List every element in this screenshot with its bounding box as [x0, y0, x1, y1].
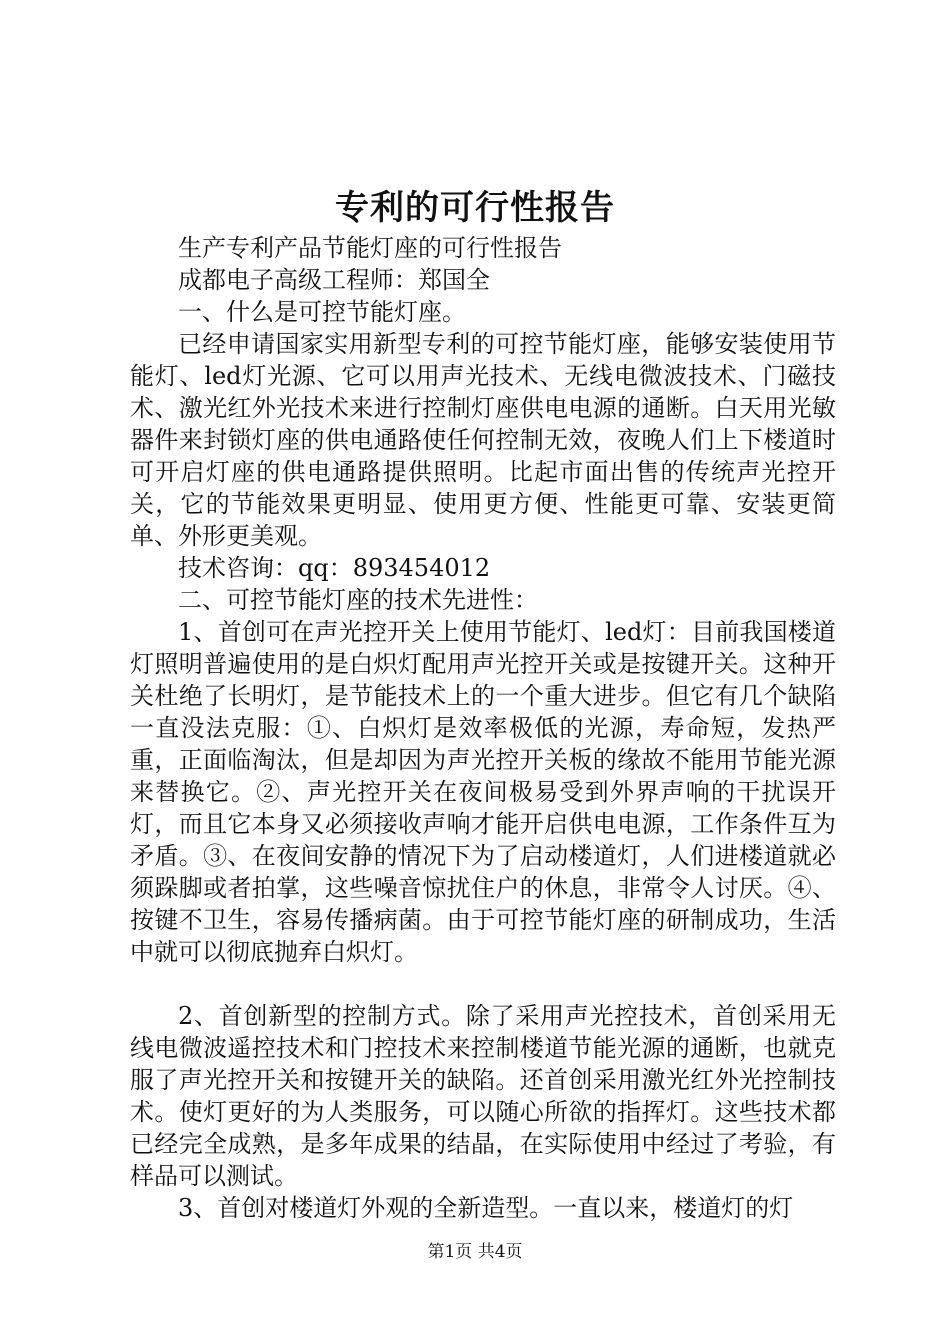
section-heading-1: 一、什么是可控节能灯座。: [178, 298, 466, 326]
page-number-footer: 第1页 共4页: [427, 1242, 523, 1262]
paragraph-intro: 已经申请国家实用新型专利的可控节能灯座，能够安装使用节能灯、led灯光源、它可以用声光技术、无线电微波技术、门磁技术、激光红外光技术来进行控制灯座供电电源的通断。白天用光敏器件来封锁灯座的供电通路使任何控制无效，夜晚人们上下楼道时可开启灯座的供电通路提供照明。比起市面出售的传统声光控开关，它的节能效果更明显、使用更方便、性能更可靠、安装更简单、外形更美观。: [130, 330, 836, 550]
document-title: 专利的可行性报告: [335, 188, 615, 228]
paragraph-point-2: 2、首创新型的控制方式。除了采用声光控技术，首创采用无线电微波遥控技术和门控技术来控制楼道节能光源的通断，也就克服了声光控开关和按键开关的缺陷。还首创采用激光红外光控制技术。使灯更好的为人类服务，可以随心所欲的指挥灯。这些技术都已经完全成熟，是多年成果的结晶，在实际使用中经过了考验，有样品可以测试。: [130, 1002, 836, 1190]
section-heading-2: 二、可控节能灯座的技术先进性：: [178, 586, 538, 614]
document-body: [130, 232, 836, 1224]
paragraph-contact: 技术咨询：qq：893454012: [178, 554, 491, 582]
paragraph-author: 成都电子高级工程师：郑国全: [178, 266, 490, 294]
paragraph-subtitle: 生产专利产品节能灯座的可行性报告: [178, 234, 562, 262]
paragraph-point-3: 3、首创对楼道灯外观的全新造型。一直以来，楼道灯的灯: [178, 1194, 794, 1222]
paragraph-point-1: 1、首创可在声光控开关上使用节能灯、led灯：目前我国楼道灯照明普遍使用的是白炽灯配用声光控开关或是按键开关。这种开关杜绝了长明灯，是节能技术上的一个重大进步。但它有几个缺陷一直没法克服：①、白炽灯是效率极低的光源，寿命短，发热严重，正面临淘汰，但是却因为声光控开关板的缘故不能用节能光源来替换它。②、声光控开关在夜间极易受到外界声响的干扰误开灯，而且它本身又必须接收声响才能开启供电电源，工作条件互为矛盾。③、在夜间安静的情况下为了启动楼道灯，人们进楼道就必须跺脚或者拍掌，这些噪音惊扰住户的休息，非常令人讨厌。④、按键不卫生，容易传播病菌。由于可控节能灯座的研制成功，生活中就可以彻底抛弃白炽灯。: [130, 618, 836, 966]
